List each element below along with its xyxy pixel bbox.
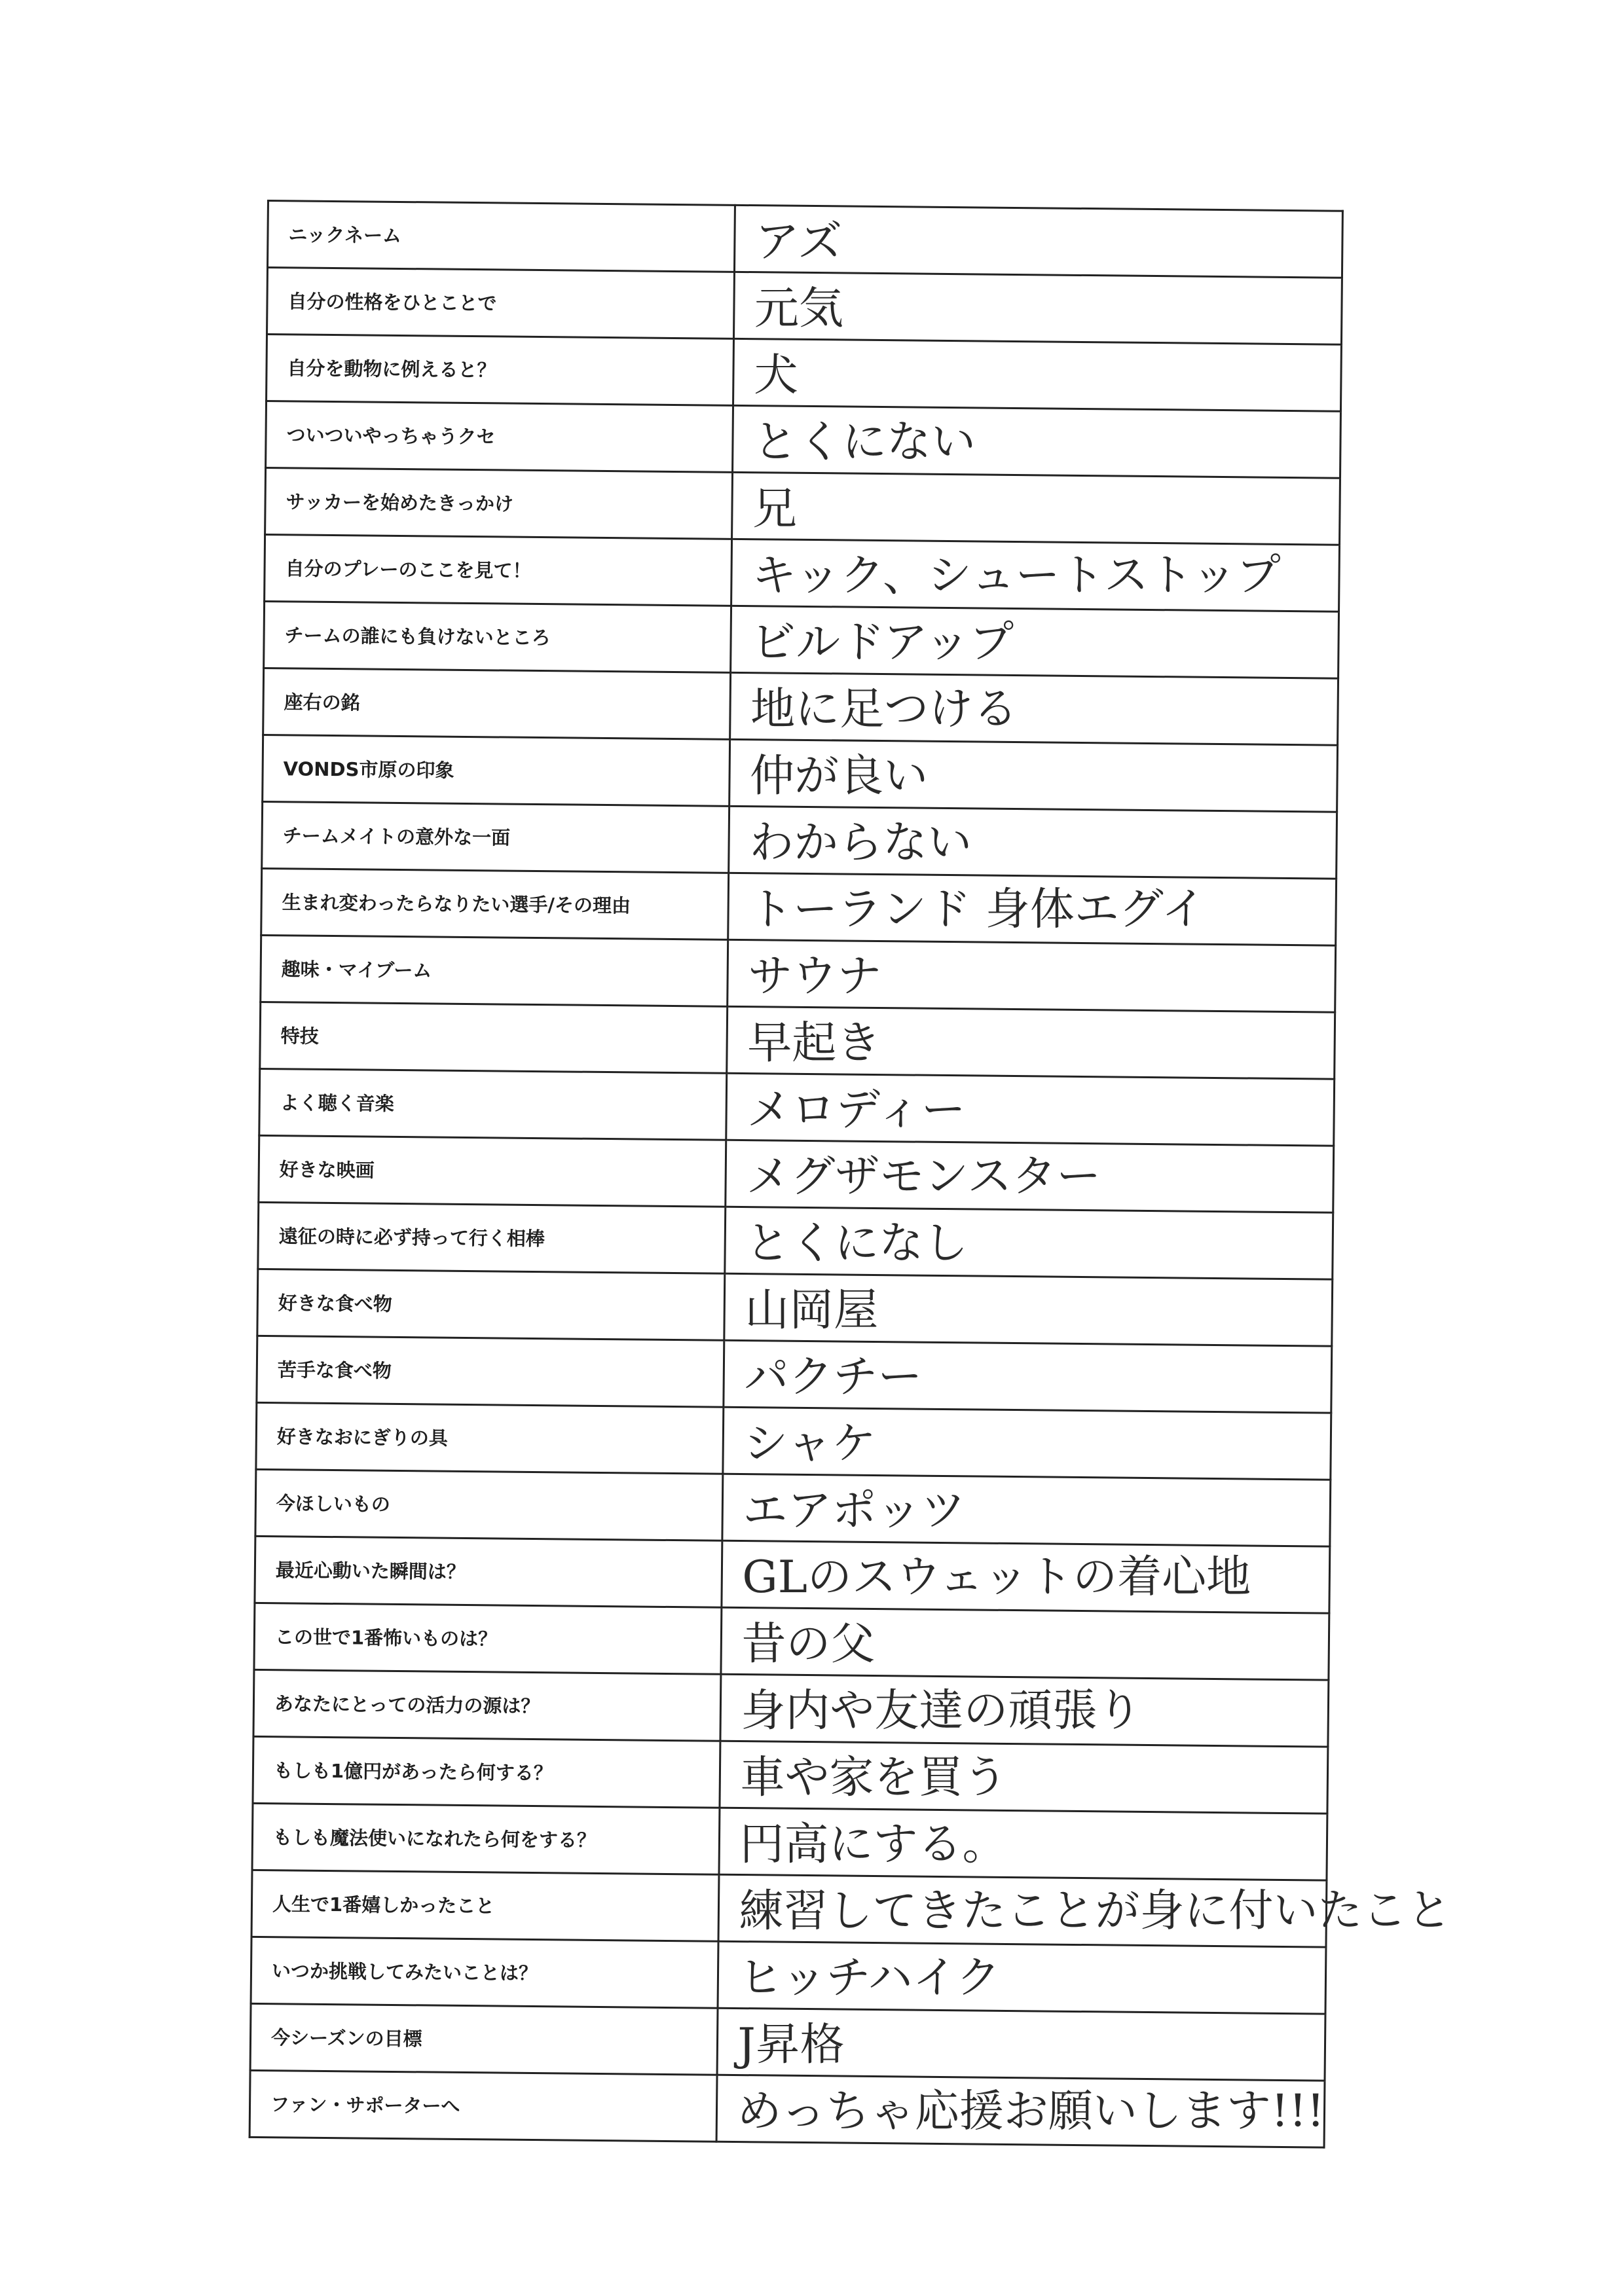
table-row xyxy=(255,1536,1330,1613)
table-row xyxy=(262,801,1337,879)
answer-cell xyxy=(722,1474,1331,1546)
table-row xyxy=(251,1937,1326,2014)
question-label: 苦手な食べ物 xyxy=(277,1358,392,1382)
question-cell xyxy=(257,1269,725,1340)
answer-cell xyxy=(731,606,1339,678)
question-cell xyxy=(259,1068,727,1140)
table-row xyxy=(249,2070,1325,2147)
handwritten-answer: サウナ xyxy=(748,950,882,1003)
answer-cell xyxy=(733,405,1341,478)
question-label: 特技 xyxy=(280,1025,319,1048)
table-row xyxy=(265,534,1340,611)
answer-cell xyxy=(722,1540,1330,1613)
handwritten-answer: 円高にする。 xyxy=(739,1818,1007,1871)
table-row xyxy=(255,1469,1331,1546)
question-label: 自分のプレーのここを見て！ xyxy=(285,557,532,582)
table-row xyxy=(267,335,1342,412)
table-row xyxy=(254,1603,1329,1680)
handwritten-answer: とくになし xyxy=(745,1217,969,1270)
table-row xyxy=(257,1336,1332,1413)
handwritten-answer: 兄 xyxy=(752,483,798,536)
handwritten-answer: 元気 xyxy=(754,283,844,335)
answer-cell xyxy=(725,1207,1333,1279)
question-label: この世で1番怖いものは？ xyxy=(274,1626,498,1650)
question-cell xyxy=(261,868,729,939)
handwritten-answer: わからない xyxy=(749,816,972,869)
table-row xyxy=(265,467,1340,545)
question-label: 座右の銘 xyxy=(284,691,360,714)
handwritten-answer: エアポッツ xyxy=(743,1484,966,1537)
question-label: VONDS市原の印象 xyxy=(283,757,454,782)
answer-cell xyxy=(729,806,1337,879)
answer-cell xyxy=(728,939,1336,1012)
table-row xyxy=(251,1870,1327,1947)
question-cell xyxy=(263,735,730,806)
answer-cell xyxy=(730,672,1338,745)
question-label: 今ほしいもの xyxy=(276,1492,391,1516)
question-cell xyxy=(262,801,729,873)
handwritten-answer: 犬 xyxy=(753,350,799,402)
table-row xyxy=(263,735,1338,812)
question-cell xyxy=(251,1937,718,2008)
question-cell xyxy=(259,1135,726,1207)
question-label: チームの誰にも負けないところ xyxy=(284,624,551,649)
question-cell xyxy=(252,1803,720,1874)
question-cell xyxy=(253,1736,720,1808)
handwritten-answer: 早起き xyxy=(747,1017,881,1070)
question-label: ファン・サポーターへ xyxy=(270,2093,460,2117)
handwritten-answer: メグザモンスター xyxy=(746,1150,1101,1203)
handwritten-answer: 仲が良い xyxy=(750,750,929,803)
answer-cell xyxy=(731,539,1340,611)
question-label: 最近心動いた瞬間は？ xyxy=(275,1559,466,1584)
question-label: 自分の性格をひとことで xyxy=(287,290,497,315)
question-cell xyxy=(267,268,735,339)
handwritten-answer: 練習してきたことが身に付いたこと xyxy=(739,1885,1452,1938)
question-cell xyxy=(254,1603,722,1674)
table-row xyxy=(259,1135,1334,1212)
handwritten-answer: シャケ xyxy=(743,1417,876,1470)
answer-cell xyxy=(720,1741,1328,1813)
table-row xyxy=(267,268,1342,345)
question-cell xyxy=(255,1536,722,1607)
question-cell xyxy=(264,601,731,672)
question-cell xyxy=(267,335,734,406)
question-label: いつか挑戦してみたいことは？ xyxy=(271,1959,538,1985)
answer-cell xyxy=(720,1674,1329,1747)
table-row xyxy=(257,1269,1333,1346)
table-row xyxy=(259,1068,1335,1146)
handwritten-answer: GLのスウェットの着心地 xyxy=(742,1551,1251,1604)
question-cell xyxy=(249,2070,717,2141)
table-row xyxy=(258,1202,1333,1279)
table-row xyxy=(261,868,1337,945)
handwritten-answer: トーランド 身体エグイ xyxy=(748,883,1206,936)
handwritten-answer: 山岡屋 xyxy=(745,1284,879,1337)
question-label: 好きな映画 xyxy=(279,1158,375,1182)
table-row xyxy=(261,935,1336,1012)
table-row xyxy=(252,1803,1327,1880)
questionnaire-sheet xyxy=(249,200,1452,2138)
table-row xyxy=(250,2003,1325,2081)
answer-cell xyxy=(727,1006,1335,1079)
question-cell xyxy=(261,935,728,1006)
answer-cell xyxy=(724,1340,1332,1413)
answer-cell xyxy=(728,873,1337,945)
handwritten-answer: ビルドアップ xyxy=(751,616,1014,669)
question-label: 生まれ変わったらなりたい選手/その理由 xyxy=(282,891,631,917)
question-cell xyxy=(257,1336,724,1407)
answer-cell xyxy=(726,1073,1335,1146)
table-row xyxy=(266,401,1341,479)
question-label: 今シーズンの目標 xyxy=(270,2026,422,2050)
handwritten-answer: 昔の父 xyxy=(741,1618,876,1671)
question-cell xyxy=(255,1469,723,1540)
question-cell xyxy=(268,201,735,272)
table-row xyxy=(263,668,1338,745)
answer-cell xyxy=(732,472,1340,545)
question-cell xyxy=(258,1202,726,1273)
answer-cell xyxy=(726,1140,1334,1212)
table-row xyxy=(268,201,1343,278)
answer-cell xyxy=(721,1607,1329,1680)
question-cell xyxy=(265,467,733,539)
question-label: もしも魔法使いになれたら何をする？ xyxy=(272,1826,597,1851)
answer-cell xyxy=(719,1808,1327,1880)
answer-cell xyxy=(718,1874,1452,1947)
question-cell xyxy=(250,2003,718,2075)
question-label: 遠征の時に必ず持って行く相棒 xyxy=(278,1225,545,1250)
handwritten-answer: パクチー xyxy=(744,1351,923,1404)
question-cell xyxy=(265,534,732,606)
answer-cell xyxy=(734,205,1342,278)
handwritten-answer: アズ xyxy=(754,216,843,268)
question-label: ついついやっちゃうクセ xyxy=(286,424,496,448)
question-cell xyxy=(256,1402,724,1474)
question-label: 好きなおにぎりの具 xyxy=(276,1425,449,1449)
question-label: あなたにとっての活力の源は？ xyxy=(274,1692,540,1718)
answer-cell xyxy=(716,2075,1325,2147)
question-cell xyxy=(263,668,731,739)
questionnaire-table xyxy=(249,200,1452,2149)
handwritten-answer: 地に足つける xyxy=(750,683,1018,736)
handwritten-answer: メロディー xyxy=(747,1084,966,1137)
table-row xyxy=(253,1736,1328,1813)
answer-cell xyxy=(733,272,1342,344)
table-row xyxy=(256,1402,1331,1480)
question-label: チームメイトの意外な一面 xyxy=(282,824,511,849)
handwritten-answer: 身内や友達の頑張り xyxy=(741,1685,1142,1738)
question-label: 人生で1番嬉しかったこと xyxy=(272,1893,495,1918)
question-label: よく聴く音楽 xyxy=(280,1091,394,1115)
table-row xyxy=(264,601,1339,678)
answer-cell xyxy=(729,739,1338,812)
handwritten-answer: とくにない xyxy=(752,416,976,469)
handwritten-answer: めっちゃ応援お願いします!!! xyxy=(737,2085,1325,2138)
question-label: サッカーを始めたきっかけ xyxy=(286,490,514,515)
question-cell xyxy=(266,401,733,473)
question-label: ニックネーム xyxy=(288,223,402,247)
question-cell xyxy=(251,1870,719,1941)
question-label: もしも1億円があったら何する？ xyxy=(273,1759,553,1785)
question-label: 自分を動物に例えると？ xyxy=(287,357,496,382)
answer-cell xyxy=(733,338,1342,411)
table-row xyxy=(260,1002,1335,1079)
question-cell xyxy=(253,1669,721,1741)
handwritten-answer: キック、シュートストップ xyxy=(752,549,1281,602)
answer-cell xyxy=(723,1407,1331,1480)
handwritten-answer: ヒッチハイク xyxy=(738,1952,1001,2005)
answer-cell xyxy=(718,1941,1326,2014)
question-cell xyxy=(260,1002,728,1073)
question-label: 好きな食べ物 xyxy=(278,1292,392,1315)
answer-cell xyxy=(724,1273,1333,1346)
question-label: 趣味・マイブーム xyxy=(281,958,432,982)
answer-cell xyxy=(717,2008,1325,2081)
table-row xyxy=(253,1669,1329,1747)
handwritten-answer: 車や家を買う xyxy=(740,1751,1008,1804)
handwritten-answer: J昇格 xyxy=(737,2018,845,2071)
